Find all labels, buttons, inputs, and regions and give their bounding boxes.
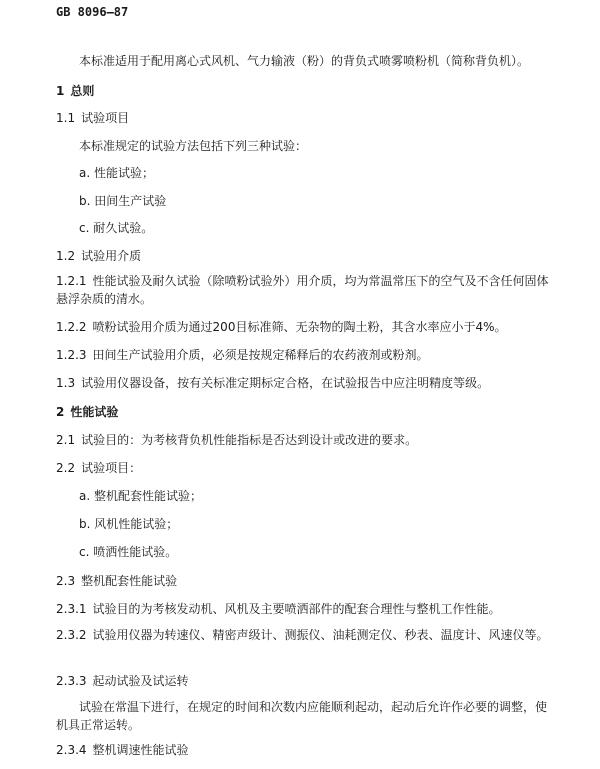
list-item: a. 性能试验； [79,166,154,180]
section-1-2-2 [56,318,556,336]
intro-paragraph: 本标准适用于配用离心式风机、气力输液（粉）的背负式喷雾喷粉机（简称背负机）。 [79,54,530,68]
section-1-1-heading [56,109,556,127]
section-2-1 [56,431,556,449]
section-2-3-3-heading [56,672,556,690]
section-number: 1.2 [56,249,76,263]
section-title: 试验用介质 [81,249,142,263]
section-number: 2.2 [56,461,76,475]
section-number: 2.3 [56,574,76,588]
section-title: 整机调速性能试验 [92,743,189,757]
standard-code: GB 8096—87 [56,5,129,19]
list-item: c. 耐久试验。 [79,221,154,235]
section-number: 1.3 [56,376,76,390]
section-text: 试验用仪器为转速仪、精密声级计、测振仪、油耗测定仪、秒表、温度计、风速仪等。 [92,628,549,642]
section-number: 2.3.4 [56,743,87,757]
section-text: 性能试验及耐久试验（除喷粉试验外）用介质，均为常温常压下的空气及不含任何固体悬浮杂质的清水。 [56,274,549,306]
section-1-heading [56,82,556,100]
section-title: 总则 [70,84,95,98]
list-item: b. 田间生产试验 [79,194,167,208]
section-number: 2.3.3 [56,674,87,688]
section-2-2-heading [56,459,556,477]
section-number: 1.1 [56,111,76,125]
list-item: a. 整机配套性能试验； [79,489,202,503]
list-item: b. 风机性能试验； [79,517,179,531]
section-title: 试验项目： [81,461,142,475]
section-1-3 [56,374,556,392]
section-number: 1.2.1 [56,274,87,288]
section-1-2-heading [56,247,556,265]
section-title: 试验项目 [81,111,130,125]
section-2-3-1 [56,600,556,618]
section-number: 1 [56,84,65,98]
section-text: 田间生产试验用介质，必须是按规定稀释后的农药液剂或粉剂。 [92,348,429,362]
section-2-heading [56,403,556,421]
section-title: 整机配套性能试验 [81,574,178,588]
section-1-1-text: 本标准规定的试验方法包括下列三种试验： [79,139,308,153]
section-title: 性能试验 [70,405,119,419]
section-2-3-heading [56,572,556,590]
section-number: 2.1 [56,433,76,447]
section-text: 试验目的：为考核背负机性能指标是否达到设计或改进的要求。 [81,433,418,447]
section-text: 试验目的为考核发动机、风机及主要喷洒部件的配套合理性与整机工作性能。 [92,602,501,616]
section-number: 2.3.1 [56,602,87,616]
section-number: 1.2.2 [56,320,87,334]
list-item: c. 喷洒性能试验。 [79,545,178,559]
section-number: 2.3.2 [56,628,87,642]
section-text: 喷粉试验用介质为通过200目标准筛、无杂物的陶土粉，其含水率应小于4%。 [92,320,507,334]
section-2-3-3-text: 试验在常温下进行，在规定的时间和次数内应能顺利起动，起动后允许作必要的调整，使机具正常运转。 [56,700,548,732]
section-2-3-4-heading [56,741,556,759]
section-title: 起动试验及试运转 [92,674,189,688]
section-number: 1.2.3 [56,348,87,362]
section-1-2-1 [56,272,556,308]
section-1-2-3 [56,346,556,364]
section-number: 2 [56,405,65,419]
section-2-3-2 [56,626,556,644]
section-text: 试验用仪器设备，按有关标准定期标定合格，在试验报告中应注明精度等级。 [81,376,490,390]
